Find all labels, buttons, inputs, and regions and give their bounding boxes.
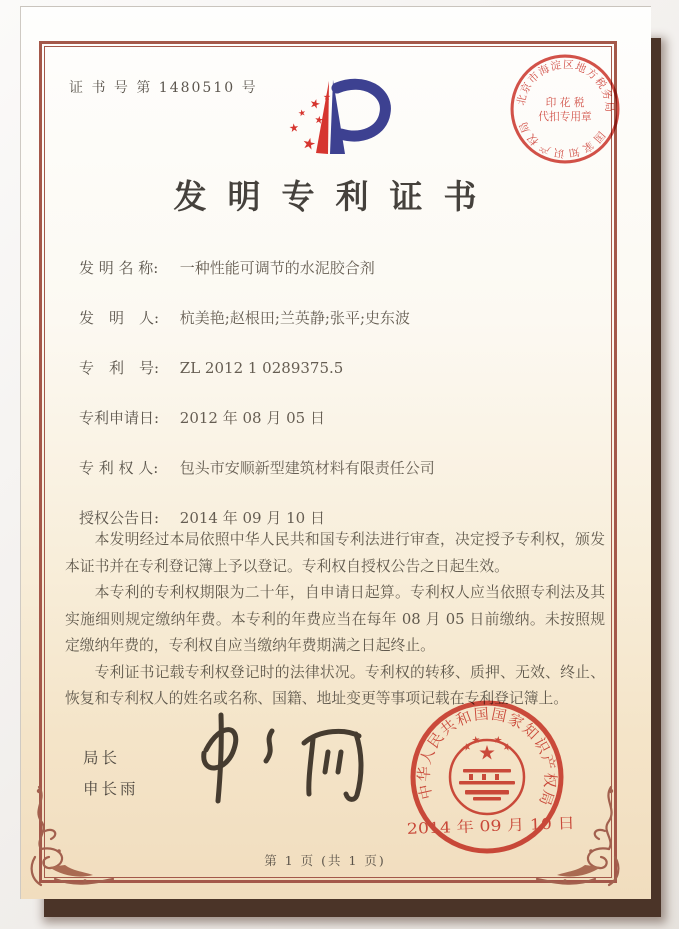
- field-value: 一种性能可调节的水泥胶合剂: [179, 259, 375, 277]
- certificate-paper: [20, 6, 651, 899]
- field-value: 2014 年 09 月 10 日: [179, 509, 325, 527]
- signer-title: 局长: [83, 749, 121, 767]
- logo-p-bowl: [337, 84, 385, 136]
- stamp-tax-seal-arc-top: 北京市海淀区地方税务局: [514, 57, 616, 114]
- legal-paragraph: 本专利的专利权期限为二十年，自申请日起算。专利权人应当依照专利法及其实施细则规定缴纳年费。本专利的年费应当在每年 08 月 05 日前缴纳。未按照规定缴纳年费的，专利权自应当缴纳年费期满之日起终止。: [65, 584, 605, 654]
- national-emblem-icon: [450, 736, 524, 814]
- cnipa-logo: [266, 71, 416, 165]
- field-patent-number: [79, 357, 599, 379]
- handwritten-signature: [166, 705, 381, 805]
- field-value: ZL 2012 1 0289375.5: [179, 359, 344, 377]
- field-label: 专 利 号:: [79, 359, 160, 377]
- field-label: 专 利 权 人:: [79, 459, 159, 477]
- stamp-tax-seal-center-line1: 印 花 税: [545, 95, 585, 109]
- field-value: 杭美艳;赵根田;兰英静;张平;史东波: [179, 309, 410, 327]
- legal-paragraph: 专利证书记载专利权登记时的法律状况。专利权的转移、质押、无效、终止、恢复和专利权人的姓名或名称、国籍、地址变更等事项记载在专利登记簿上。: [65, 663, 605, 707]
- stamp-tax-seal: [509, 53, 621, 165]
- field-grant-date: [79, 507, 599, 529]
- field-value: 2012 年 08 月 05 日: [179, 409, 325, 427]
- field-inventors: [79, 307, 599, 329]
- legal-paragraph: 本发明经过本局依照中华人民共和国专利法进行审查，决定授予专利权，颁发本证书并在专利登记簿上予以登记。专利权自授权公告之日起生效。: [65, 531, 605, 575]
- field-label: 授权公告日:: [79, 509, 160, 527]
- page-number: 第 1 页 (共 1 页): [264, 853, 386, 868]
- field-patentee: [79, 457, 599, 479]
- field-label: 专利申请日:: [79, 409, 160, 427]
- signer-name: 申长雨: [83, 780, 139, 798]
- stamp-tax-seal-arc-bottom: 国家知识产权局: [515, 117, 608, 161]
- legal-text: [65, 527, 605, 713]
- signer-block: [83, 743, 139, 805]
- logo-red-wedge: [316, 81, 329, 154]
- field-value: 包头市安顺新型建筑材料有限责任公司: [179, 459, 435, 477]
- certificate-number: 证 书 号 第 1480510 号: [69, 80, 258, 96]
- cnipa-official-seal: [379, 695, 579, 863]
- field-filing-date: [79, 407, 599, 429]
- field-label: 发 明 人:: [79, 309, 160, 327]
- field-invention-name: [79, 257, 599, 279]
- cnipa-seal-ring-text: 中华人民共和国国家知识产权局: [414, 704, 560, 810]
- field-list: [79, 257, 599, 557]
- field-label: 发 明 名 称:: [79, 259, 159, 277]
- seal-date: 2014 年 09 月 10 日: [406, 814, 553, 838]
- stamp-tax-seal-center-line2: 代扣专用章: [538, 110, 592, 124]
- certificate-title: 发明专利证书: [173, 177, 498, 216]
